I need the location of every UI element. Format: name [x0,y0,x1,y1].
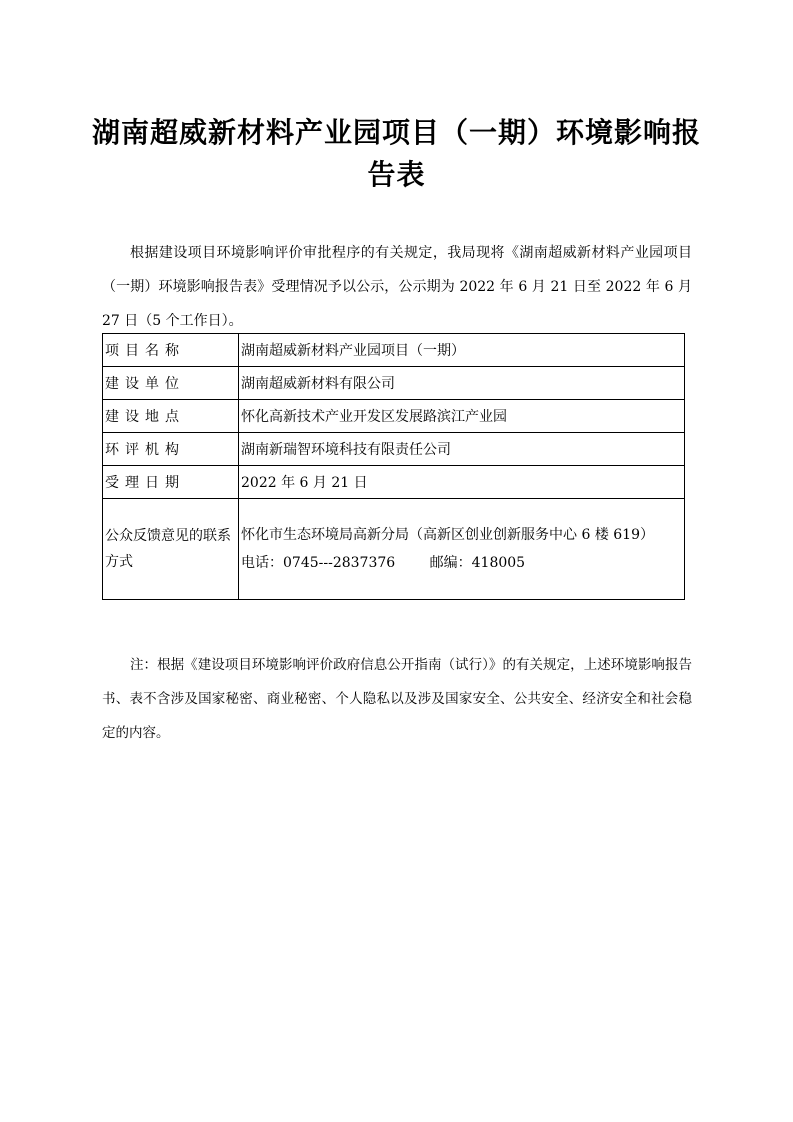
row-label-contact: 公众反馈意见的联系方式 [103,499,239,600]
intro-paragraph: 根据建设项目环境影响评价审批程序的有关规定，我局现将《湖南超威新材料产业园项目（一期）环境影响报告表》受理情况予以公示，公示期为 2022 年 6 月 21 日至 2022 年 6 月 27 日（5 个工作日）。 [102,245,692,329]
contact-postcode: 邮编：418005 [429,555,526,571]
row-value-eia-agency: 湖南新瑞智环境科技有限责任公司 [239,433,685,466]
table-row [103,334,685,367]
row-label-project-name: 项目名称 [103,334,239,367]
row-label-eia-agency: 环评机构 [103,433,239,466]
contact-address: 怀化市生态环境局高新分局（高新区创业创新服务中心 6 楼 619） [241,527,654,543]
table-row [103,466,685,499]
table-row [103,367,685,400]
row-label-builder: 建设单位 [103,367,239,400]
note-paragraph: 注：根据《建设项目环境影响评价政府信息公开指南（试行）》的有关规定，上述环境影响报告书、表不含涉及国家秘密、商业秘密、个人隐私以及涉及国家安全、公共安全、经济安全和社会稳定的内容。 [102,657,692,741]
project-info-table [102,333,685,600]
row-value-project-name: 湖南超威新材料产业园项目（一期） [239,334,685,367]
row-value-accept-date: 2022 年 6 月 21 日 [239,466,685,499]
table-row [103,499,685,600]
contact-phone: 电话：0745---2837376 [241,555,396,571]
table-row [103,400,685,433]
table-row [103,433,685,466]
document-title: 湖南超威新材料产业园项目（一期）环境影响报告表 [91,116,701,191]
row-label-location: 建设地点 [103,400,239,433]
row-value-location: 怀化高新技术产业开发区发展路滨江产业园 [239,400,685,433]
row-value-contact [239,499,685,600]
contact-line [241,551,682,575]
row-value-builder: 湖南超威新材料有限公司 [239,367,685,400]
row-label-accept-date: 受理日期 [103,466,239,499]
